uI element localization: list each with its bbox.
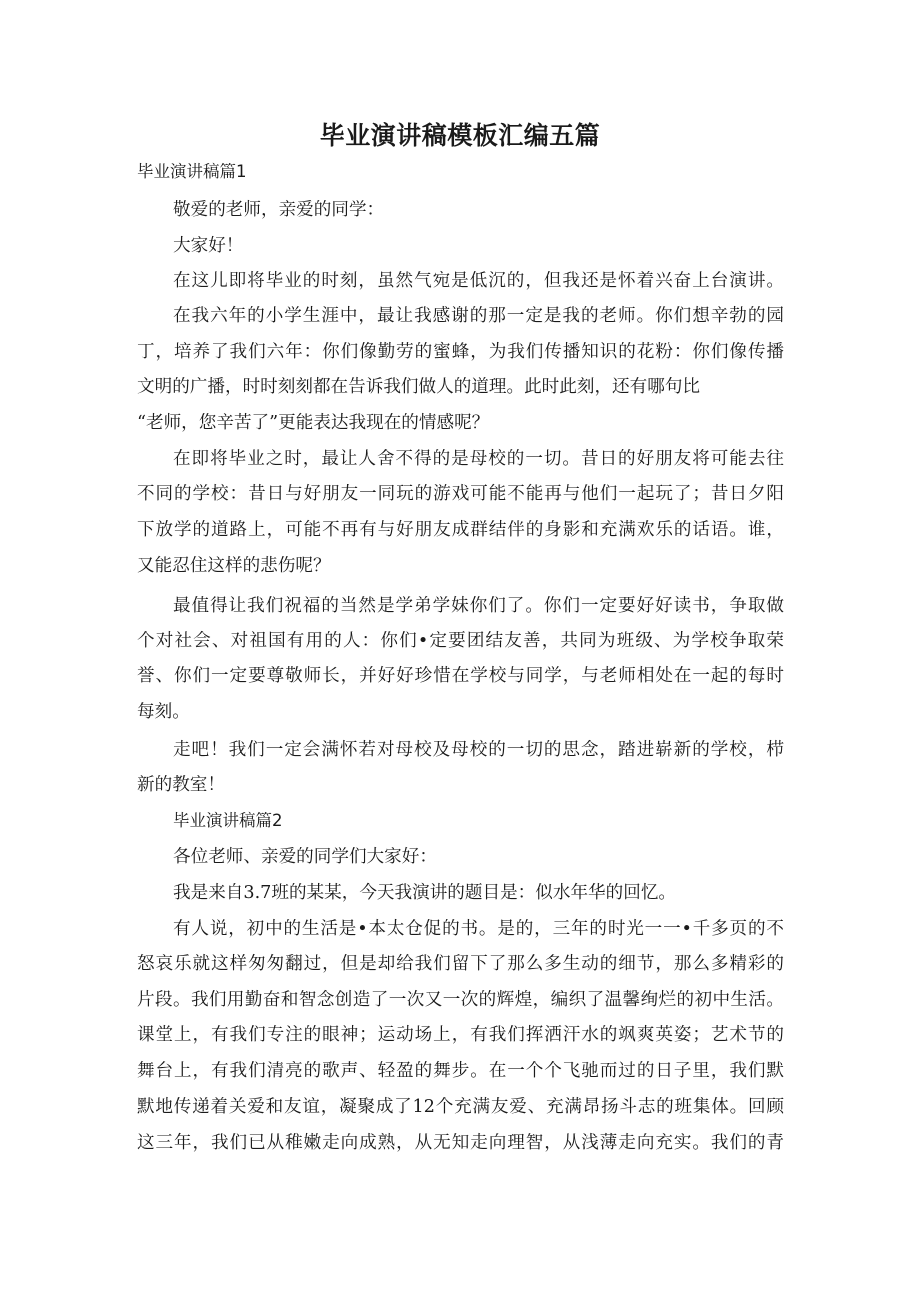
section-heading-1: 毕业演讲稿篇1	[137, 162, 247, 181]
paragraph-line: 舞台上，有我们清亮的歌声、轻盈的舞步。在一个个飞驰而过的日子里，我们默	[137, 1061, 784, 1081]
paragraph-line: 在即将毕业之时，最让人舍不得的是母校的一切。昔日的好朋友将可能去往	[173, 449, 784, 469]
paragraph-line: “老师，您辛苦了”更能表达我现在的情感呢？	[137, 413, 490, 433]
paragraph-line: 誉、你们一定要尊敬师长，并好好珍惜在学校与同学，与老师相处在一起的每时	[137, 666, 784, 686]
paragraph-line: 片段。我们用勤奋和智念创造了一次又一次的辉煌，编织了温馨绚烂的初中生活。	[137, 990, 784, 1010]
paragraph-line: 各位老师、亲爱的同学们大家好：	[173, 847, 437, 867]
paragraph-line: 文明的广播，时时刻刻都在告诉我们做人的道理。此时此刻，还有哪句比	[137, 377, 701, 397]
paragraph-line: 敬爱的老师，亲爱的同学：	[173, 200, 385, 220]
paragraph-line: 课堂上，有我们专注的眼神；运动场上，有我们挥洒汗水的飒爽英姿；艺术节的	[137, 1025, 784, 1045]
paragraph-line: 最值得让我们祝福的当然是学弟学妹你们了。你们一定要好好读书，争取做	[173, 596, 784, 616]
paragraph-line: 走吧！我们一定会满怀若对母校及母校的一切的思念，踏进崭新的学校，栉	[173, 740, 784, 760]
paragraph-line: 又能忍住这样的悲伤呢？	[137, 556, 331, 576]
paragraph-line: 丁，培养了我们六年：你们像勤劳的蜜蜂，为我们传播知识的花粉：你们像传播	[137, 342, 784, 362]
paragraph-line: 在这儿即将毕业的时刻，虽然气宛是低沉的，但我还是怀着兴奋上台演讲。	[173, 271, 784, 291]
paragraph-line: 在我六年的小学生涯中，最让我感谢的那一定是我的老师。你们想辛勃的园	[173, 306, 784, 326]
paragraph-line: 新的教室！	[137, 775, 225, 795]
paragraph-line: 这三年，我们已从稚嫩走向成熟，从无知走向理智，从浅薄走向充实。我们的青	[137, 1133, 784, 1153]
paragraph-line: 不同的学校：昔日与好朋友一同玩的游戏可能不能再与他们一起玩了；昔日夕阳	[137, 484, 784, 504]
paragraph-line: 每刻。	[137, 702, 190, 722]
paragraph-line: 大家好！	[173, 236, 244, 256]
paragraph-line: 个对社会、对祖国有用的人：你们•定要团结友善，共同为班级、为学校争取荣	[137, 631, 784, 651]
paragraph-line: 默地传递着关爱和友谊，凝聚成了12个充满友爱、充满昂扬斗志的班集体。回顾	[137, 1097, 784, 1117]
section-heading-2: 毕业演讲稿篇2	[173, 811, 283, 830]
paragraph-line: 下放学的道路上，可能不再有与好朋友成群结伴的身影和充满欢乐的话语。谁，	[137, 520, 784, 540]
paragraph-line: 怒哀乐就这样匆匆翻过，但是却给我们留下了那么多生动的细节，那么多精彩的	[137, 954, 784, 974]
paragraph-line: 有人说，初中的生活是•本太仓促的书。是的，三年的时光一一•千多页的不	[173, 919, 784, 939]
page-title: 毕业演讲稿模板汇编五篇	[319, 121, 601, 150]
paragraph-line: 我是来自3.7班的某某，今天我演讲的题目是：似水年华的回忆。	[173, 883, 677, 903]
